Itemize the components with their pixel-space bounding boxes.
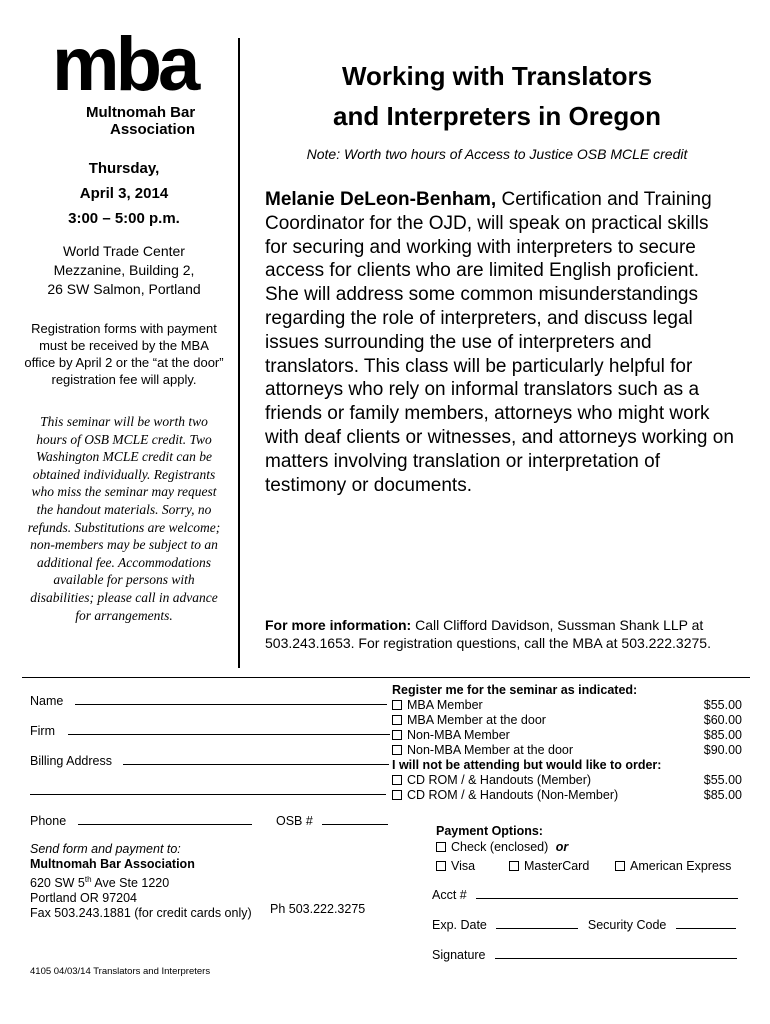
option-price: $85.00 [703, 788, 742, 802]
option-label: CD ROM / & Handouts (Member) [407, 773, 592, 787]
address-street: 620 SW 5 [30, 876, 85, 891]
phone-field[interactable] [78, 814, 252, 825]
option-price: $55.00 [703, 698, 742, 712]
title-line2: and Interpreters in Oregon [333, 101, 661, 131]
checkbox-non-mba-member-door[interactable] [392, 745, 402, 755]
column-divider [238, 38, 240, 668]
option-row [392, 743, 742, 758]
name-label: Name [30, 694, 64, 708]
send-label: Send form and payment to: [30, 842, 181, 856]
firm-field[interactable] [68, 724, 390, 735]
venue-line3: 26 SW Salmon, Portland [47, 281, 201, 297]
seminar-description [265, 188, 735, 497]
checkbox-visa[interactable] [436, 861, 446, 871]
signature-row [432, 948, 737, 962]
registration-header: Register me for the seminar as indicated: [392, 683, 638, 697]
acct-row [432, 888, 738, 902]
logo-org-line2: Association [110, 121, 196, 138]
option-label: Non-MBA Member at the door [407, 743, 574, 757]
name-row [30, 694, 387, 708]
option-row [392, 773, 742, 788]
firm-label: Firm [30, 724, 55, 738]
option-row [392, 788, 742, 803]
logo-org-name [86, 104, 195, 138]
option-price: $90.00 [703, 743, 742, 757]
seminar-note: This seminar will be worth two hours of OSB MCLE credit. Two Washington MCLE credit can be obtained individually. Registrants who miss the seminar may request the handout materials. Sorry, no refunds. Substitutions are welcome; non-members may be subject to an additional fee. Accommodations available for persons with disabilities; please call in advance for arrangements. [27, 414, 221, 623]
footer-code: 4105 04/03/14 Translators and Interpreters [30, 966, 211, 977]
security-label: Security Code [587, 918, 667, 932]
registration-options [392, 683, 742, 803]
address-sup: th [84, 875, 92, 884]
signature-label: Signature [432, 948, 486, 962]
option-label: CD ROM / & Handouts (Non-Member) [407, 788, 619, 802]
billing-row-2 [30, 784, 386, 798]
send-phone: Ph 503.222.3275 [270, 902, 366, 916]
more-info-text: Call Clifford Davidson, Sussman Shank LLP at 503.243.1653. For registration questions, call the MBA at 503.222.3275. [265, 617, 711, 651]
option-price: $55.00 [703, 773, 742, 787]
option-label: MBA Member [407, 698, 483, 712]
address-suite: Ave Ste 1220 [91, 876, 170, 891]
billing-field-line2[interactable] [30, 784, 386, 795]
event-day: Thursday, [88, 160, 160, 177]
event-datetime [24, 156, 224, 231]
checkbox-amex[interactable] [615, 861, 625, 871]
checkbox-check[interactable] [436, 842, 446, 852]
phone-row [30, 814, 252, 828]
send-fax: Fax 503.243.1881 (for credit cards only) [30, 906, 252, 921]
exp-row [432, 918, 736, 932]
billing-row [30, 754, 389, 768]
description-text: Certification and Training Coordinator for the OJD, will speak on practical skills for securing and working with interpreters to secure access for clients who are limited English proficient. She will address some common misunderstandings regarding the role of interpreters, and discuss legal issues surrounding the use of interpreters and translators. This class will be particularly helpful for attorneys who rely on informal translators such as a friends or family members, attorneys who might work with deaf clients or witnesses, and attorneys working on matters involving translation or interpretation of testimony or documents. [265, 189, 734, 496]
amex-option [615, 859, 731, 873]
acct-label: Acct # [432, 888, 467, 902]
send-address-line1 [30, 872, 252, 891]
osb-field[interactable] [322, 814, 388, 825]
or-label: or [555, 840, 569, 854]
option-row [392, 713, 742, 728]
more-information [265, 616, 740, 652]
visa-option [436, 859, 475, 873]
visa-label: Visa [451, 859, 476, 873]
mcle-note: Note: Worth two hours of Access to Justice OSB MCLE credit [306, 146, 688, 162]
amex-label: American Express [630, 859, 732, 873]
speaker-name: Melanie DeLeon-Benham, [265, 189, 497, 210]
firm-row [30, 724, 390, 738]
option-row [392, 728, 742, 743]
checkbox-mba-member-door[interactable] [392, 715, 402, 725]
option-row [392, 698, 742, 713]
mastercard-option [509, 859, 589, 873]
event-venue [24, 242, 224, 299]
billing-field[interactable] [123, 754, 389, 765]
venue-line1: World Trade Center [63, 243, 185, 259]
osb-label: OSB # [276, 814, 313, 828]
event-time: 3:00 – 5:00 p.m. [68, 210, 180, 227]
checkbox-cd-member[interactable] [392, 775, 402, 785]
logo-org-line1: Multnomah Bar [86, 104, 196, 121]
check-row [436, 840, 568, 854]
check-label: Check (enclosed) [451, 840, 549, 854]
signature-field[interactable] [495, 948, 737, 959]
security-field[interactable] [676, 918, 736, 929]
title-line1: Working with Translators [341, 61, 653, 91]
option-label: Non-MBA Member [407, 728, 510, 742]
send-org: Multnomah Bar Association [30, 857, 195, 871]
more-info-label: For more information: [265, 617, 412, 633]
registration-note: Registration forms with payment must be received by the MBA office by April 2 or the “at the door” registration fee will apply. [24, 321, 224, 387]
send-to-block [30, 842, 252, 921]
payment-header: Payment Options: [436, 824, 543, 838]
osb-row [276, 814, 388, 828]
exp-label: Exp. Date [432, 918, 487, 932]
acct-field[interactable] [476, 888, 738, 899]
option-label: MBA Member at the door [407, 713, 546, 727]
option-price: $85.00 [703, 728, 742, 742]
section-divider [22, 677, 750, 678]
checkbox-mba-member[interactable] [392, 700, 402, 710]
checkbox-mastercard[interactable] [509, 861, 519, 871]
venue-line2: Mezzanine, Building 2, [53, 262, 195, 278]
send-address-line2: Portland OR 97204 [30, 891, 138, 906]
mba-logo: mba [52, 22, 197, 107]
checkbox-non-mba-member[interactable] [392, 730, 402, 740]
name-field[interactable] [75, 694, 387, 705]
option-price: $60.00 [703, 713, 742, 727]
mastercard-label: MasterCard [524, 859, 590, 873]
billing-label: Billing Address [30, 754, 112, 768]
exp-field[interactable] [496, 918, 578, 929]
checkbox-cd-non-member[interactable] [392, 790, 402, 800]
event-date: April 3, 2014 [79, 185, 169, 202]
page-title [262, 56, 732, 136]
phone-label: Phone [30, 814, 67, 828]
not-attending-header: I will not be attending but would like to order: [392, 758, 662, 772]
